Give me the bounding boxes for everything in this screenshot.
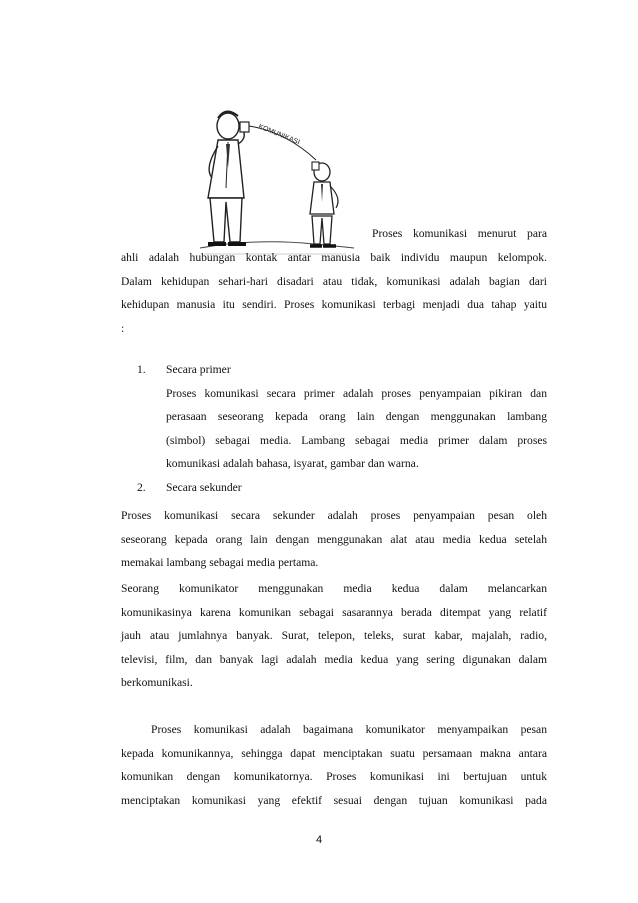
list-body bbox=[166, 382, 547, 476]
text-line: Seorang komunikator menggunakan media kedua dalam melancarkan bbox=[121, 582, 547, 595]
text-line: (simbol) sebagai media. Lambang sebagai media primer dalam proses bbox=[166, 433, 547, 447]
svg-text:KOMUNIKASI: KOMUNIKASI bbox=[257, 123, 301, 147]
text-line: perasaan seseorang kepada orang lain dengan menggunakan lambang bbox=[166, 410, 547, 423]
paragraph-proses bbox=[121, 718, 547, 812]
text-line: kepada komunikannya, sehingga dapat menciptakan suatu persamaan makna antara bbox=[121, 746, 547, 760]
list-number: 2. bbox=[137, 481, 146, 494]
text-line: ahli adalah hubungan kontak antar manusia baik individu maupun kelompok. bbox=[121, 251, 547, 264]
text-line: seseorang kepada orang lain dengan menggunakan alat atau media kedua setelah bbox=[121, 532, 547, 546]
text-line: menciptakan komunikasi yang efektif sesuai dengan tujuan komunikasi pada bbox=[121, 793, 547, 807]
text-line: komunikasinya karena komunikan sebagai sasarannya berada ditempat yang relatif bbox=[121, 605, 547, 619]
paragraph-sekunder bbox=[121, 504, 547, 575]
text-line: Proses komunikasi secara sekunder adalah proses penyampaian pesan oleh bbox=[121, 509, 547, 522]
communication-cartoon-icon bbox=[196, 98, 356, 260]
list-number: 1. bbox=[137, 363, 146, 376]
intro-paragraph bbox=[121, 246, 547, 340]
list-label: Secara sekunder bbox=[166, 481, 242, 494]
text-line: berkomunikasi. bbox=[121, 676, 193, 689]
text-line: komunikasi adalah bahasa, isyarat, gambar dan warna. bbox=[166, 457, 419, 470]
text-line: kehidupan manusia itu sendiri. Proses komunikasi terbagi menjadi dua tahap yaitu bbox=[121, 298, 547, 311]
paragraph-komunikator bbox=[121, 577, 547, 695]
caption-text: Proses komunikasi menurut para bbox=[372, 227, 547, 240]
text-line: memakai lambang sebagai media pertama. bbox=[121, 556, 319, 569]
page-number: 4 bbox=[315, 834, 323, 846]
text-line: Dalam kehidupan sehari-hari disadari atau tidak, komunikasi adalah bagian dari bbox=[121, 274, 547, 288]
text-line: Proses komunikasi adalah bagaimana komunikator menyampaikan pesan bbox=[151, 723, 547, 736]
text-line: televisi, film, dan banyak lagi adalah media kedua yang sering digunakan dalam bbox=[121, 652, 547, 666]
list-label: Secara primer bbox=[166, 363, 231, 376]
text-line: komunikan dengan komunikatornya. Proses komunikasi ini bertujuan untuk bbox=[121, 770, 547, 783]
text-line: jauh atau jumlahnya banyak. Surat, telepon, teleks, surat kabar, majalah, radio, bbox=[121, 629, 547, 642]
text-line: : bbox=[121, 321, 125, 335]
text-line: Proses komunikasi secara primer adalah proses penyampaian pikiran dan bbox=[166, 386, 547, 400]
